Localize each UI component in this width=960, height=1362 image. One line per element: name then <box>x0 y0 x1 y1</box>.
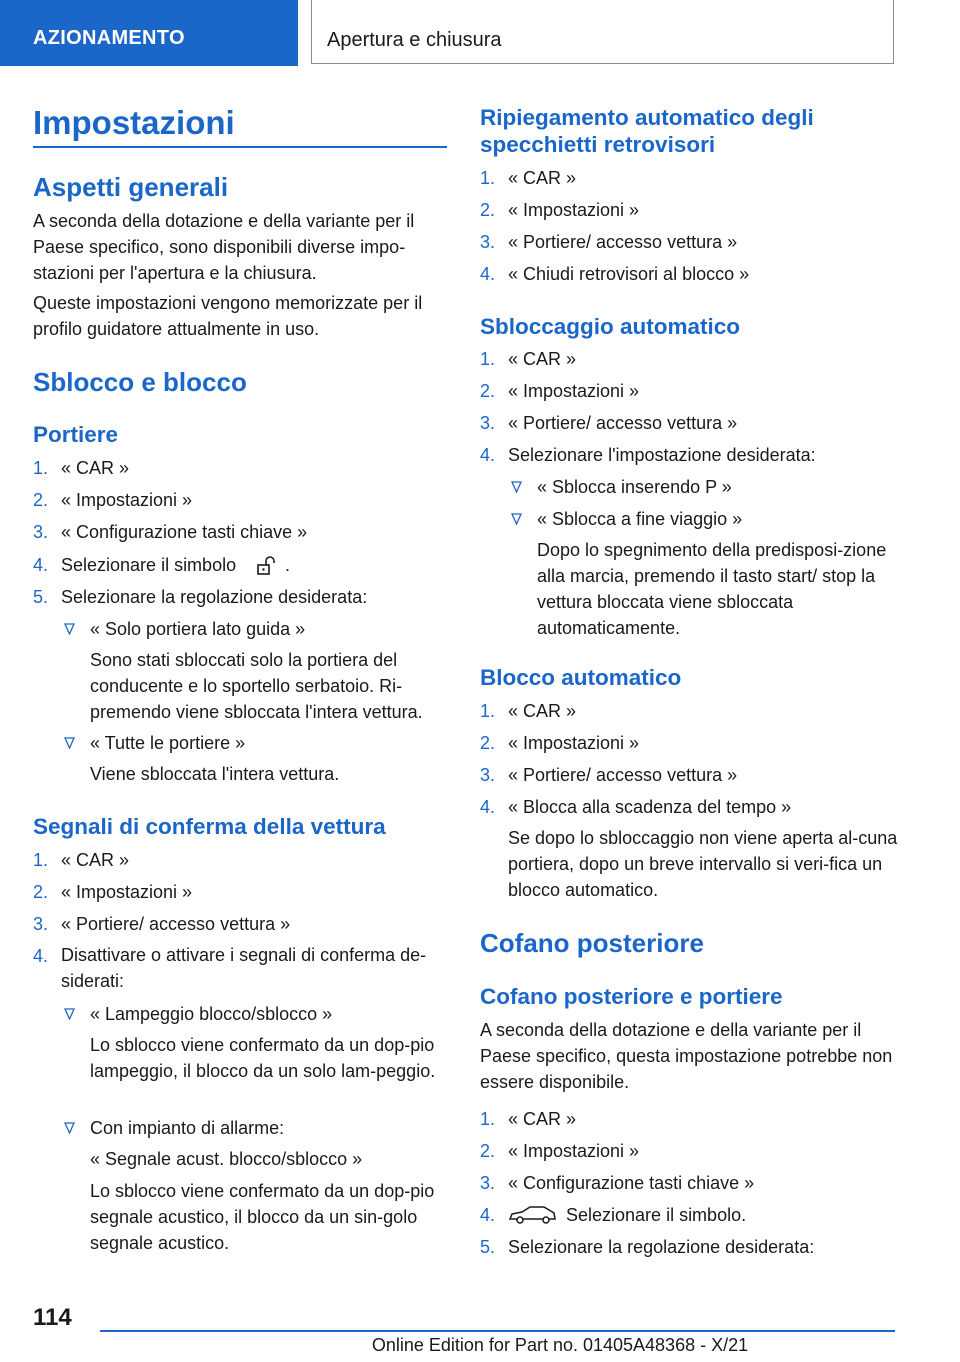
list-number: 3. <box>480 413 496 433</box>
list-number: 1. <box>480 168 496 188</box>
heading-doors: Portiere <box>33 422 119 447</box>
list-number: 2. <box>33 490 49 510</box>
page-title: Impostazioni <box>33 104 235 141</box>
option-description: Lo sblocco viene confermato da un dop-pio segnale acustico, il blocco da un sin-golo segnale acustico. <box>90 1181 435 1253</box>
list-text: « Portiere/ accesso vettura » <box>508 413 738 433</box>
general-paragraph-2: Queste impostazioni vengono memorizzate per il profilo guidatore attualmente in uso. <box>33 293 423 339</box>
list-text: « CAR » <box>508 701 577 721</box>
list-text: « Impostazioni » <box>61 490 193 510</box>
footer-rule <box>100 1330 895 1332</box>
list-number: 4. <box>33 946 49 966</box>
page-number: 114 <box>33 1304 72 1331</box>
list-text: Selezionare la regolazione desiderata: <box>508 1237 815 1257</box>
list-text: Selezionare il simbolo. <box>566 1205 747 1225</box>
list-text: « Portiere/ accesso vettura » <box>508 765 738 785</box>
chapter-label: Apertura e chiusura <box>327 29 502 51</box>
list-text: « Blocca alla scadenza del tempo » <box>508 797 792 817</box>
list-number: 4. <box>480 1205 496 1225</box>
heading-tailgate-doors: Cofano posteriore e portiere <box>480 984 783 1009</box>
heading-tailgate: Cofano posteriore <box>480 928 704 958</box>
sub-list-text: « Sblocca inserendo P » <box>537 477 732 497</box>
list-text: Selezionare la regolazione desiderata: <box>61 587 368 607</box>
list-number: 2. <box>480 200 496 220</box>
triangle-bullet-icon <box>64 623 75 635</box>
sub-list-text: « Lampeggio blocco/sblocco » <box>90 1004 333 1024</box>
list-number: 2. <box>480 381 496 401</box>
list-number: 1. <box>33 850 49 870</box>
heading-signals: Segnali di conferma della vettura <box>33 814 386 839</box>
list-text: « CAR » <box>508 349 577 369</box>
list-number: 4. <box>480 445 496 465</box>
option-description: Lo sblocco viene confermato da un dop-pio lampeggio, il blocco da un solo lam-peggio. <box>90 1035 436 1081</box>
footer-edition: Online Edition for Part no. 01405A48368 - X/21 <box>371 1335 749 1355</box>
list-text: « Configurazione tasti chiave » <box>508 1173 755 1193</box>
sub-list-text: « Sblocca a fine viaggio » <box>537 509 743 529</box>
heading-autounlock: Sbloccaggio automatico <box>480 314 741 339</box>
triangle-bullet-icon <box>64 737 75 749</box>
list-number: 4. <box>480 264 496 284</box>
title-rule <box>33 146 447 148</box>
heading-mirrors: Ripiegamento automatico degli specchietti retrovisori <box>480 105 814 157</box>
list-number: 4. <box>33 555 49 575</box>
general-paragraph-1: A seconda della dotazione e della variante per il Paese specifico, sono disponibili diverse impo-stazioni per l'apertura e la chiusura. <box>33 211 415 283</box>
list-text: « CAR » <box>61 850 130 870</box>
list-text: Selezionare l'impostazione desiderata: <box>508 445 816 465</box>
unlock-icon <box>255 555 277 577</box>
section-label: AZIONAMENTO <box>33 27 185 49</box>
triangle-bullet-icon <box>64 1008 75 1020</box>
list-number: 2. <box>480 1141 496 1161</box>
list-text: Disattivare o attivare i segnali di conferma de-siderati: <box>61 945 427 991</box>
list-text: « Configurazione tasti chiave » <box>61 522 308 542</box>
list-number: 4. <box>480 797 496 817</box>
list-number: 3. <box>480 1173 496 1193</box>
option-description: Viene sbloccata l'intera vettura. <box>90 764 340 784</box>
list-number: 5. <box>33 587 49 607</box>
list-period: . <box>285 555 291 575</box>
autolock-description: Se dopo lo sbloccaggio non viene aperta al-cuna portiera, dopo un breve intervallo si veri-fica un blocco automatico. <box>508 828 898 900</box>
heading-autolock: Blocco automatico <box>480 665 682 690</box>
list-text: Selezionare il simbolo <box>61 555 237 575</box>
option-description: Sono stati sbloccati solo la portiera del conducente e lo sportello serbatoio. Ri-premendo viene sbloccata l'intera vettura. <box>90 650 423 722</box>
triangle-bullet-icon <box>511 513 522 525</box>
list-number: 3. <box>480 232 496 252</box>
list-number: 1. <box>33 458 49 478</box>
list-number: 5. <box>480 1237 496 1257</box>
triangle-bullet-icon <box>511 481 522 493</box>
list-text: « Chiudi retrovisori al blocco » <box>508 264 750 284</box>
sub-list-text: « Solo portiera lato guida » <box>90 619 306 639</box>
list-number: 1. <box>480 1109 496 1129</box>
list-number: 1. <box>480 349 496 369</box>
triangle-bullet-icon <box>64 1122 75 1134</box>
tailgate-paragraph: A seconda della dotazione e della variante per il Paese specifico, questa impostazione potrebbe non essere disponibile. <box>480 1020 893 1092</box>
sub-list-text: Con impianto di allarme: <box>90 1118 285 1138</box>
list-number: 2. <box>33 882 49 902</box>
list-text: « CAR » <box>508 1109 577 1129</box>
option-sub-label: « Segnale acust. blocco/sblocco » <box>90 1149 363 1169</box>
list-text: « Impostazioni » <box>508 733 640 753</box>
list-text: « Impostazioni » <box>508 200 640 220</box>
option-description: Dopo lo spegnimento della predisposi-zione alla marcia, premendo il tasto start/ stop la vettura bloccata viene sbloccata automaticamente. <box>537 540 887 638</box>
list-number: 1. <box>480 701 496 721</box>
car-tailgate-icon <box>508 1205 558 1225</box>
list-number: 3. <box>33 914 49 934</box>
list-text: « CAR » <box>61 458 130 478</box>
list-number: 2. <box>480 733 496 753</box>
list-text: « Impostazioni » <box>508 381 640 401</box>
list-text: « Impostazioni » <box>508 1141 640 1161</box>
list-text: « Portiere/ accesso vettura » <box>508 232 738 252</box>
chapter-box <box>311 0 894 64</box>
list-text: « CAR » <box>508 168 577 188</box>
sub-list-text: « Tutte le portiere » <box>90 733 246 753</box>
list-text: « Portiere/ accesso vettura » <box>61 914 291 934</box>
heading-general: Aspetti generali <box>33 172 229 202</box>
heading-lock: Sblocco e blocco <box>33 367 247 397</box>
list-number: 3. <box>480 765 496 785</box>
list-text: « Impostazioni » <box>61 882 193 902</box>
section-tab <box>0 0 298 66</box>
list-number: 3. <box>33 522 49 542</box>
